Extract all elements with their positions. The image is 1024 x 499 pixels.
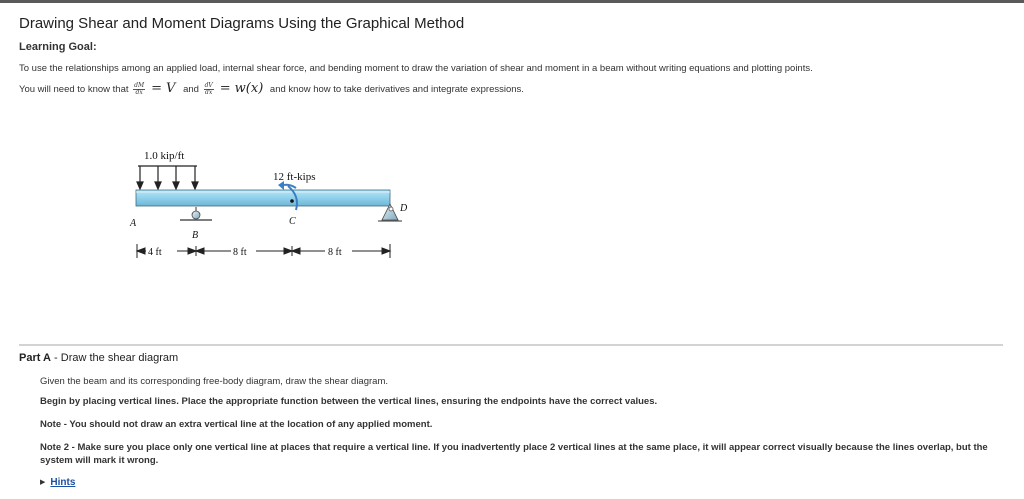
dimension-line	[137, 244, 390, 258]
part-a-heading: Part A - Draw the shear diagram	[19, 352, 179, 364]
part-a-note-1: Note - You should not draw an extra vertical line at the location of any applied moment.	[40, 419, 433, 430]
fraction-dm-dx: $\frac{dM}{dx}$	[134, 81, 145, 96]
part-a-note-2: Note 2 - Make sure you place only one vertical line at places that require a vertical line. If you inadvertently place 2 vertical lines at the same place, it will appear correct visually because the lines overlap, but the system will mark it wrong.	[40, 442, 988, 466]
top-border	[0, 0, 1024, 3]
load-label: 1.0 kip/ft	[144, 150, 185, 162]
beam-diagram	[120, 140, 420, 270]
roller-support-b	[180, 207, 212, 220]
beam-figure	[120, 140, 420, 275]
moment-label: 12 ft-kips	[273, 171, 316, 183]
page-title: Drawing Shear and Moment Diagrams Using the Graphical Method	[19, 15, 465, 32]
expand-triangle-icon: ▶	[40, 479, 46, 486]
and-word: and	[183, 84, 199, 95]
hints-toggle[interactable]	[40, 477, 75, 488]
part-a-title: Draw the shear diagram	[60, 352, 179, 364]
know-suffix: and know how to take derivatives and integrate expressions.	[269, 84, 524, 95]
section-divider	[19, 344, 1003, 346]
equation-rhs-v: V	[166, 81, 176, 96]
part-a-instruction: Given the beam and its corresponding free-body diagram, draw the shear diagram.	[40, 376, 388, 387]
pin-support-d	[378, 204, 402, 221]
equation-rhs-wx: w(x)	[234, 81, 264, 96]
part-a-label: Part A	[19, 352, 51, 364]
point-c-label: C	[289, 216, 296, 227]
distributed-load-arrows	[137, 166, 198, 189]
dimension-1: 4 ft	[148, 247, 162, 258]
dimension-3: 8 ft	[328, 247, 342, 258]
point-b-label: B	[192, 230, 199, 241]
learning-goal-text: To use the relationships among an applied load, internal shear force, and bending moment to draw the variation of shear and moment in a beam without writing equations and plotting points.	[19, 63, 813, 74]
learning-goal-label: Learning Goal:	[19, 41, 97, 53]
part-a-step: Begin by placing vertical lines. Place the appropriate function between the vertical lines, ensuring the endpoints have the correct values.	[40, 396, 658, 407]
point-a-label: A	[130, 218, 137, 229]
fraction-dv-dx: $\frac{dV}{dx}$	[204, 81, 213, 96]
hints-link[interactable]: Hints	[50, 477, 76, 488]
dimension-2: 8 ft	[233, 247, 247, 258]
point-d-label: D	[400, 203, 408, 214]
learning-goal-equations: You will need to know that $\frac{dM}{dx}$ = V and $\frac{dV}{dx}$ = w(x) and know how to take derivatives and integrate expressions.	[19, 81, 524, 96]
know-prefix: You will need to know that	[19, 84, 129, 95]
